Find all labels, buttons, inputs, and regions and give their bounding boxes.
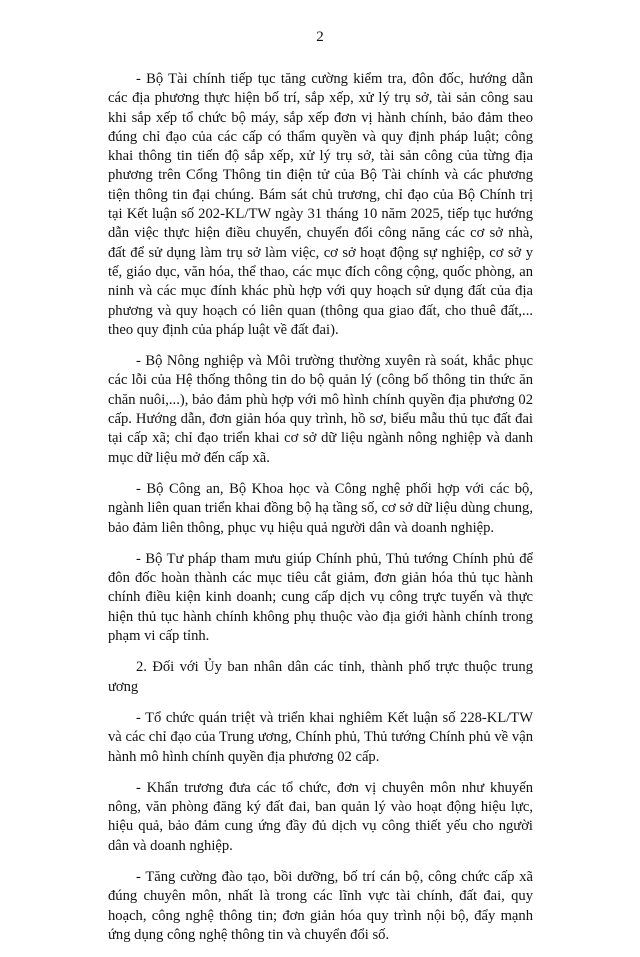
document-body bbox=[108, 70, 533, 957]
paragraph-training-officials: - Tăng cường đào tạo, bồi dưỡng, bố trí cán bộ, công chức cấp xã đúng chuyên môn, nhất là trong các lĩnh vực tài chính, đất đai, quy hoạch, công nghệ thông tin; đơn giản hóa quy trình nội bộ, đẩy mạnh ứng dụng công nghệ thông tin và chuyển đổi số. bbox=[108, 868, 533, 943]
paragraph-implement-conclusion-228: - Tổ chức quán triệt và triển khai nghiêm Kết luận số 228-KL/TW và các chỉ đạo của Trung ương, Chính phủ, Thủ tướng Chính phủ về vận hành mô hình chính quyền địa phương 02 cấp. bbox=[108, 709, 533, 765]
paragraph-ministry-of-public-security-science: - Bộ Công an, Bộ Khoa học và Công nghệ phối hợp với các bộ, ngành liên quan triển khai đồng bộ hạ tầng số, cơ sở dữ liệu dùng chung, bảo đảm liên thông, phục vụ hiệu quả người dân và doanh nghiệp. bbox=[108, 480, 534, 536]
paragraph-urgent-organizations: - Khẩn trương đưa các tổ chức, đơn vị chuyên môn như khuyến nông, văn phòng đăng ký đất đai, ban quản lý vào hoạt động hiệu lực, hiệu quả, bảo đảm cung ứng đầy đủ dịch vụ công thiết yếu cho người dân và doanh nghiệp. bbox=[108, 779, 533, 854]
paragraph-ministry-of-finance: - Bộ Tài chính tiếp tục tăng cường kiểm tra, đôn đốc, hướng dẫn các địa phương thực hiện bố trí, sắp xếp, xử lý trụ sở, tài sản công sau khi sắp xếp tổ chức bộ máy, sắp xếp đơn vị hành chính, bảo đảm theo đúng chỉ đạo của các cấp có thẩm quyền và quy định pháp luật; công khai thông tin tiến độ sắp xếp, xử lý trụ sở, tài sản công của từng địa phương trên Cổng Thông tin điện tử của Bộ Tài chính và các phương tiện thông tin đại chúng. Bám sát chủ trương, chỉ đạo của Bộ Chính trị tại Kết luận số 202-KL/TW ngày 31 tháng 10 năm 2025, tiếp tục hướng dẫn việc thực hiện điều chuyển, chuyển đổi công năng các cơ sở nhà, đất để sử dụng làm trụ sở làm việc, cơ sở hoạt động sự nghiệp, cơ sở y tế, giáo dục, văn hóa, thể thao, các mục đích công cộng, quốc phòng, an ninh và các mục đính khác phù hợp với quy hoạch sử dụng đất của địa phương và quy hoạch có liên quan (thông qua giao đất, cho thuê đất,... theo quy định của pháp luật về đất đai). bbox=[108, 71, 533, 338]
paragraph-ministry-of-justice: - Bộ Tư pháp tham mưu giúp Chính phủ, Thủ tướng Chính phủ để đôn đốc hoàn thành các mục tiêu cắt giảm, đơn giản hóa thủ tục hành chính điều kiện kinh doanh; cung cấp dịch vụ công trực tuyến và thực hiện thủ tục hành chính không phụ thuộc vào địa giới hành chính trong phạm vi cấp tỉnh. bbox=[108, 550, 533, 645]
paragraph-ministry-of-agriculture-environment: - Bộ Nông nghiệp và Môi trường thường xuyên rà soát, khắc phục các lỗi của Hệ thống thông tin do bộ quản lý (công bố thông tin thức ăn chăn nuôi,...), bảo đảm phù hợp với mô hình chính quyền địa phương 02 cấp. Hướng dẫn, đơn giản hóa quy trình, hồ sơ, biểu mẫu thủ tục đất đai tại cấp xã; chỉ đạo triển khai cơ sở dữ liệu ngành nông nghiệp và danh mục dữ liệu mở đến cấp xã. bbox=[108, 353, 533, 466]
section-heading-provincial-committees: 2. Đối với Ủy ban nhân dân các tỉnh, thành phố trực thuộc trung ương bbox=[108, 659, 533, 695]
page-number: 2 bbox=[316, 29, 324, 45]
